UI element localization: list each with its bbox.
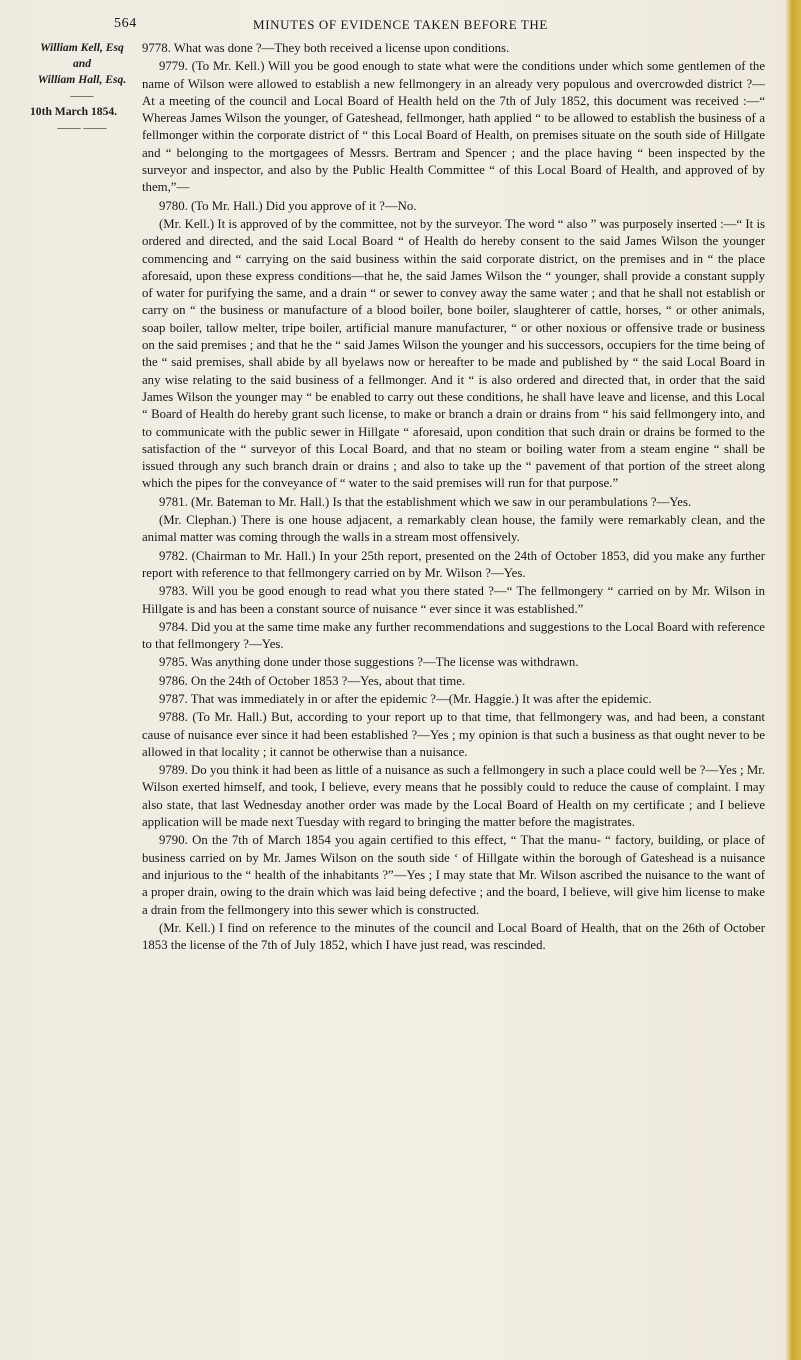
paragraph-kell-rescinded: (Mr. Kell.) I find on reference to the minutes of the council and Local Board of Health, that on the 26th of October 1853 the license of the 7th of July 1852, which I have just read, was rescinded.: [142, 920, 765, 953]
margin-dash: ——: [70, 89, 94, 102]
margin-and: and: [72, 57, 92, 70]
paragraph-9788: 9788. (To Mr. Hall.) But, according to your report up to that time, that fellmongery was, and had been, a constant cause of nuisance ever since it had been established ?—Yes ; my opinion is that such a business as that ought never to be allowed in that locality ; it cannot be otherwise than a nuisance.: [142, 710, 765, 759]
paragraph-9783: 9783. Will you be good enough to read what you there stated ?—“ The fellmongery “ carried on by Mr. Wilson in Hillgate is and has been a constant source of nuisance “ ever since it was established.”: [142, 584, 765, 616]
running-title: MINUTES OF EVIDENCE TAKEN BEFORE THE: [253, 17, 548, 32]
margin-witness-1: William Kell, Esq: [40, 41, 124, 54]
margin-date: 10th March 1854.: [30, 105, 118, 118]
body: [30, 40, 771, 954]
paragraph-9785: 9785. Was anything done under those suggestions ?—The license was withdrawn.: [159, 655, 579, 670]
running-head: [30, 14, 771, 40]
paragraph-9786: 9786. On the 24th of October 1853 ?—Yes, about that time.: [159, 673, 466, 688]
paragraph-9779: 9779. (To Mr. Kell.) Will you be good enough to state what were the conditions under which some gentlemen of the name of Wilson were allowed to establish a new fellmongery in an already very populous and overcrowded district ?—At a meeting of the council and Local Board of Health held on the 7th of July 1852, this document was received :—“ Whereas James Wilson the younger, of Gateshead, fellmonger, hath applied “ to be allowed to establish the business of a fellmonger within the corporate district of “ this Local Board of Health, on premises situate on the south side of Hillgate and “ belonging to the mortgagees of Messrs. Bertram and Spencer ; and the place having “ been inspected by the surveyor and inspector, and also by the Public Health Committee “ of this Local Board of Health, and approved of by them,”—: [142, 59, 765, 195]
paragraph-9790: 9790. On the 7th of March 1854 you again certified to this effect, “ That the manu- “ factory, building, or place of business carried on by Mr. James Wilson on the south side ‘ of Hillgate within the borough of Gateshead is a nuisance and injurious to the “ health of the inhabitants ?”—Yes ; I may state that Mr. Wilson ascribed the nuisance to the want of a proper drain, owing to the drain which was laid being defective ; and the board, I believe, will give him license to make a drain from the fellmongery into this sewer which is constructed.: [142, 833, 765, 917]
paragraph-9782: 9782. (Chairman to Mr. Hall.) In your 25th report, presented on the 24th of October 1853, did you make any further report with reference to that fellmongery carried on by Mr. Wilson ?—Yes.: [142, 548, 765, 580]
paragraph-9781: 9781. (Mr. Bateman to Mr. Hall.) Is that the establishment which we saw in our perambulations ?—Yes.: [159, 494, 692, 509]
margin-note: [30, 40, 134, 136]
paragraph-9778: 9778. What was done ?—They both received a license upon conditions.: [142, 41, 510, 55]
paragraph-9780: 9780. (To Mr. Hall.) Did you approve of it ?—No.: [159, 198, 417, 213]
margin-dash-2: —— ——: [57, 121, 107, 134]
paragraph-kell-order: (Mr. Kell.) It is approved of by the committee, not by the surveyor. The word “ also ” was purposely inserted :—“ It is ordered and directed, and the said Local Board “ of Health do hereby consent to the said James Wilson the younger commencing and “ carrying on the said business within the said corporate district, on the premises and in “ the place aforesaid, upon these express conditions—that he, the said James Wilson the “ younger, shall provide a constant supply of water for purifying the same, and a drain “ or sewer to convey away the same water ; and that he shall not establish or carry on “ the business or manufacture of a blood boiler, bone boiler, slaughterer of cattle, horses, “ or other animals, soap boiler, tallow melter, tripe boiler, artificial manure manufacturer, “ or other noxious or offensive trade or business on the said premises ; and that he the “ said James Wilson the younger and his successors, occupiers for the time being of the “ said premises, shall abide by all byelaws now or hereafter to be made and published by “ the said Local Board in any wise relating to the said business of a fellmonger. And it “ is also ordered and directed that, in order that the said James Wilson the younger may “ be enabled to carry out these conditions, he shall have leave and license, and this Local “ Board of Health do hereby grant such license, to make or branch a drain or drains from “ his said fellmongery into, and to communicate with the public sewer in Hillgate “ aforesaid, upon condition that such drain or drains be formed to the satisfaction of the “ surveyor of this Local Board, and that no steam or boiling water from a steam engine “ shall be issued through any such branch drain or drains ; and also to take up the “ pavement of that portion of the street along which the pipes for the conveyance of “ water to the said premises will run for that purpose.”: [142, 216, 765, 491]
page-number: 564: [114, 16, 137, 31]
paragraph-9787: 9787. That was immediately in or after the epidemic ?—(Mr. Haggie.) It was after the epidemic.: [159, 691, 652, 706]
paragraph-9789: 9789. Do you think it had been as little of a nuisance as such a fellmongery in such a place could well be ?—Yes ; Mr. Wilson exerted himself, and took, I believe, every means that he possibly could to reduce the cause of complaint. I may also state, that last Wednesday another order was made by the Local Board of Health on my certificate ; and I believe application will be made next Tuesday with regard to bringing the matter before the magistrates.: [142, 763, 765, 830]
margin-witness-2: William Hall, Esq.: [37, 73, 127, 86]
paragraph-clephan: (Mr. Clephan.) There is one house adjacent, a remarkably clean house, the family were remarkably clean, and the animal matter was coming through the walls in a stream most offensively.: [142, 513, 765, 545]
minutes-text: [142, 40, 765, 954]
paragraph-9784: 9784. Did you at the same time make any further recommendations and suggestions to the Local Board with reference to that fellmongery ?—Yes.: [142, 619, 765, 652]
